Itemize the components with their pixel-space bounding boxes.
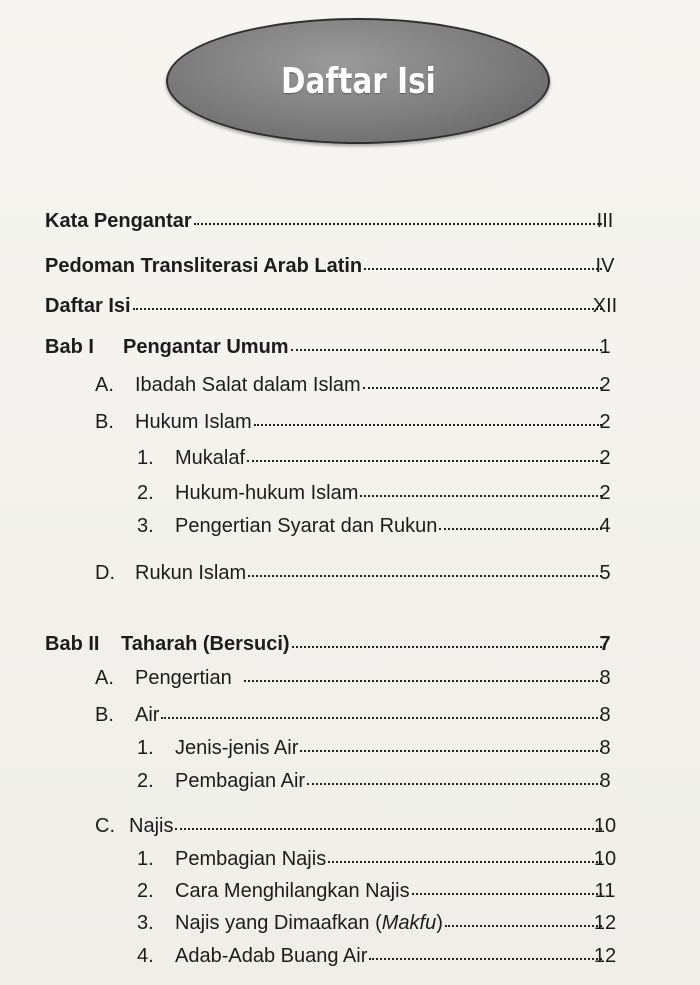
section-marker: D. xyxy=(95,562,115,584)
dot-leader xyxy=(247,459,602,462)
toc-entry-page: 11 xyxy=(594,880,616,902)
dot-leader xyxy=(161,716,602,719)
toc-entry-adab-buang-air xyxy=(137,945,617,977)
dot-leader xyxy=(194,222,602,225)
dot-leader xyxy=(328,860,602,863)
toc-entry-label: Jenis-jenis Air xyxy=(175,737,299,759)
toc-entry-label: Cara Menghilangkan Najis xyxy=(175,880,410,902)
toc-entry-daftar-isi xyxy=(45,295,618,327)
toc-entry-page: 2 xyxy=(599,411,611,433)
toc-entry-najis-dimaafkan xyxy=(137,912,617,944)
section-marker: B. xyxy=(95,704,114,726)
toc-entry-page: 12 xyxy=(593,912,617,934)
toc-entry-page: 12 xyxy=(593,945,617,967)
toc-entry-page: III xyxy=(596,210,614,232)
toc-entry-page: 2 xyxy=(599,374,611,396)
toc-entry-page: 4 xyxy=(599,515,611,537)
section-marker: A. xyxy=(95,667,114,689)
dot-leader xyxy=(364,267,602,270)
dot-leader xyxy=(254,423,602,426)
toc-entry-label: Pembagian Najis xyxy=(175,848,327,870)
toc-entry-pembagian-air xyxy=(137,770,611,802)
subsection-marker: 1. xyxy=(137,447,154,469)
toc-entry-label: Najis xyxy=(129,815,174,837)
toc-entry-page: 2 xyxy=(599,482,611,504)
toc-entry-label: Pengantar Umum xyxy=(123,336,289,358)
dot-leader xyxy=(292,645,602,648)
dot-leader xyxy=(412,892,602,895)
toc-entry-page: 8 xyxy=(599,737,611,759)
toc-entry-syarat-rukun xyxy=(137,515,611,547)
toc-entry-bab-2 xyxy=(45,633,611,665)
dot-leader xyxy=(133,307,602,310)
dot-leader xyxy=(445,924,602,927)
toc-entry-label: Taharah (Bersuci) xyxy=(121,633,290,655)
toc-entry-pembagian-najis xyxy=(137,848,617,880)
toc-entry-label: Pengertian Syarat dan Rukun xyxy=(175,515,438,537)
dot-leader xyxy=(175,827,602,830)
toc-entry-label: Pengertian xyxy=(135,667,232,689)
toc-entry-rukun-islam xyxy=(95,562,611,594)
dot-leader xyxy=(291,348,602,351)
toc-entry-page: 2 xyxy=(599,447,611,469)
toc-entry-bab-1 xyxy=(45,336,611,368)
subsection-marker: 4. xyxy=(137,945,154,967)
toc-entry-page: XII xyxy=(592,295,618,317)
subsection-marker: 2. xyxy=(137,770,154,792)
subsection-marker: 2. xyxy=(137,880,154,902)
toc-entry-page: IV xyxy=(595,255,615,277)
dot-leader xyxy=(369,957,602,960)
toc-entry-ibadah-salat xyxy=(95,374,611,406)
toc-entry-pedoman-transliterasi xyxy=(45,255,615,287)
chapter-marker: Bab I xyxy=(45,336,94,358)
toc-entry-label: Hukum Islam xyxy=(135,411,252,433)
toc-entry-hukum-islam xyxy=(95,411,611,443)
toc-entry-pengertian xyxy=(95,667,611,699)
section-marker: C. xyxy=(95,815,115,837)
toc-entry-page: 5 xyxy=(599,562,611,584)
dot-leader xyxy=(248,574,602,577)
toc-entry-label: Kata Pengantar xyxy=(45,210,192,232)
toc-entry-air xyxy=(95,704,611,736)
dot-leader xyxy=(360,494,602,497)
subsection-marker: 3. xyxy=(137,515,154,537)
chapter-marker: Bab II xyxy=(45,633,100,655)
toc-entry-page: 8 xyxy=(599,770,611,792)
toc-entry-page: 7 xyxy=(599,633,611,655)
toc-entry-label-main: Najis yang Dimaafkan ( xyxy=(175,912,382,934)
toc-entry-page: 10 xyxy=(593,848,617,870)
toc-entry-label: Daftar Isi xyxy=(45,295,131,317)
toc-entry-label: Pedoman Transliterasi Arab Latin xyxy=(45,255,363,277)
subsection-marker: 3. xyxy=(137,912,154,934)
toc-entry-kata-pengantar xyxy=(45,210,614,242)
toc-entry-hukum-hukum-islam xyxy=(137,482,611,514)
subsection-marker: 2. xyxy=(137,482,154,504)
section-marker: A. xyxy=(95,374,114,396)
dot-leader xyxy=(363,386,602,389)
toc-entry-page: 10 xyxy=(593,815,617,837)
toc-entry-label: Hukum-hukum Islam xyxy=(175,482,359,504)
subsection-marker: 1. xyxy=(137,737,154,759)
toc-entry-page: 1 xyxy=(599,336,611,358)
dot-leader xyxy=(439,527,602,530)
page-title: Daftar Isi xyxy=(280,60,436,102)
toc-entry-label-close: ) xyxy=(436,912,443,934)
toc-entry-menghilangkan-najis xyxy=(137,880,616,912)
title-oval-banner xyxy=(166,18,550,144)
dot-leader xyxy=(300,749,602,752)
toc-entry-label: Ibadah Salat dalam Islam xyxy=(135,374,361,396)
dot-leader xyxy=(307,782,602,785)
toc-entry-label: Rukun Islam xyxy=(135,562,247,584)
toc-entry-mukalaf xyxy=(137,447,611,479)
section-marker: B. xyxy=(95,411,114,433)
dot-leader xyxy=(244,679,602,682)
toc-entry-label: Pembagian Air xyxy=(175,770,306,792)
toc-entry-najis xyxy=(95,815,617,847)
toc-entry-page: 8 xyxy=(599,667,611,689)
toc-entry-label: Mukalaf xyxy=(175,447,246,469)
toc-entry-label: Adab-Adab Buang Air xyxy=(175,945,368,967)
toc-entry-label xyxy=(175,912,443,935)
toc-entry-label: Air xyxy=(135,704,160,726)
subsection-marker: 1. xyxy=(137,848,154,870)
toc-entry-page: 8 xyxy=(599,704,611,726)
toc-entry-jenis-air xyxy=(137,737,611,769)
toc-entry-label-italic: Makfu xyxy=(381,912,437,934)
